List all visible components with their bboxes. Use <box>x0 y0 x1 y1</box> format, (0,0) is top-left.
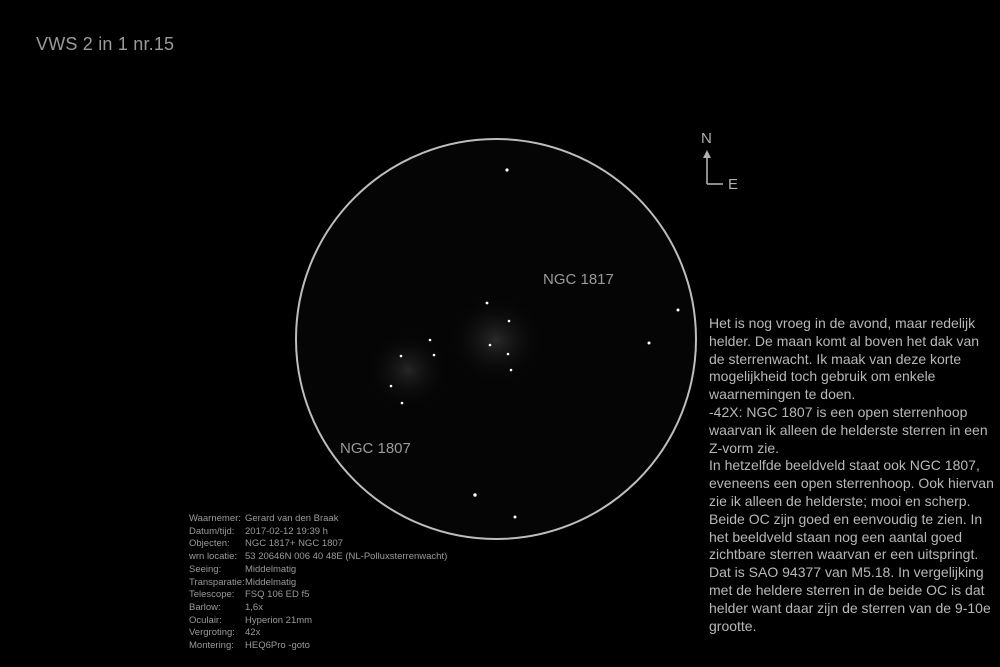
compass <box>696 128 756 198</box>
meta-key: Oculair: <box>189 614 222 626</box>
notes-paragraph: -42X: NGC 1807 is een open sterrenhoop waarvan ik alleen de helderste sterren in een Z-vorm zie. <box>709 403 988 456</box>
meta-value: Gerard van den Braak <box>245 513 339 524</box>
meta-row <box>189 526 447 539</box>
meta-row <box>189 577 447 590</box>
observation-metadata <box>189 513 447 653</box>
meta-value: 1,6x <box>245 601 263 613</box>
star <box>510 369 513 372</box>
compass-east-label: E <box>728 176 739 193</box>
meta-row <box>189 615 447 628</box>
meta-row <box>189 551 447 564</box>
meta-row <box>189 640 447 653</box>
star <box>508 320 511 323</box>
meta-value: 2017-02-12 19:39 h <box>245 525 328 537</box>
meta-key: Objecten: <box>189 538 230 550</box>
meta-key: Barlow: <box>189 601 221 613</box>
meta-row <box>189 602 447 615</box>
ngc1817-glow <box>448 295 544 385</box>
meta-key: Montering: <box>189 640 234 652</box>
meta-value: NGC 1817+ NGC 1807 <box>245 538 343 550</box>
meta-row <box>189 589 447 602</box>
star <box>507 353 510 356</box>
notes-paragraph: In hetzelfde beeldveld staat ook NGC 1807, eveneens een open sterrenhoop. Ook hiervan zie ik alleen de helderste; mooi en scherp. Beide OC zijn goed en eenvoudig te zien. In het beeldveld staan nog een aantal goed zichtbare sterren waarvan er een uitspringt. Dat is SAO 94377 van M5.18. In vergelijking met de heldere sterren in de beide OC is dat helder want daar zijn de sterren van de 9-10e grootte. <box>709 457 994 634</box>
star <box>505 168 508 171</box>
meta-value: Middelmatig <box>245 576 297 588</box>
meta-row <box>189 564 447 577</box>
ngc1807-label: NGC 1807 <box>340 440 411 457</box>
star <box>486 302 489 305</box>
star <box>433 354 436 357</box>
star <box>648 342 651 345</box>
meta-value: FSQ 106 ED f5 <box>245 589 310 601</box>
meta-row <box>189 513 447 526</box>
meta-key: Waarnemer: <box>189 513 241 524</box>
star <box>514 516 517 519</box>
star <box>390 385 393 388</box>
meta-value: 42x <box>245 627 261 639</box>
meta-key: Seeing: <box>189 563 222 575</box>
meta-key: Vergroting: <box>189 627 235 639</box>
meta-row <box>189 538 447 551</box>
meta-key: Transparatie: <box>189 576 245 588</box>
ngc1817-label: NGC 1817 <box>543 271 614 288</box>
star <box>677 309 680 312</box>
meta-key: wrn locatie: <box>189 551 238 563</box>
notes-paragraph: Het is nog vroeg in de avond, maar redelijk helder. De maan komt al boven het dak van de sterrenwacht. Ik maak van deze korte mogelijkheid toch gebruik om enkele waarnemingen te doen. <box>709 315 980 403</box>
star <box>489 344 492 347</box>
observation-notes <box>709 315 994 635</box>
meta-value: Middelmatig <box>245 563 297 575</box>
meta-key: Telescope: <box>189 589 235 601</box>
star <box>400 355 403 358</box>
compass-north-label: N <box>701 130 712 147</box>
meta-value: 53 20646N 006 40 48E (NL-Polluxsterrenwacht) <box>245 551 448 563</box>
star <box>473 493 476 496</box>
star <box>401 402 404 405</box>
meta-key: Datum/tijd: <box>189 525 235 537</box>
meta-value: HEQ6Pro -goto <box>245 640 310 652</box>
star <box>429 339 432 342</box>
ngc1807-glow <box>366 330 450 410</box>
page-title: VWS 2 in 1 nr.15 <box>36 34 175 54</box>
meta-value: Hyperion 21mm <box>245 614 313 626</box>
meta-row <box>189 627 447 640</box>
